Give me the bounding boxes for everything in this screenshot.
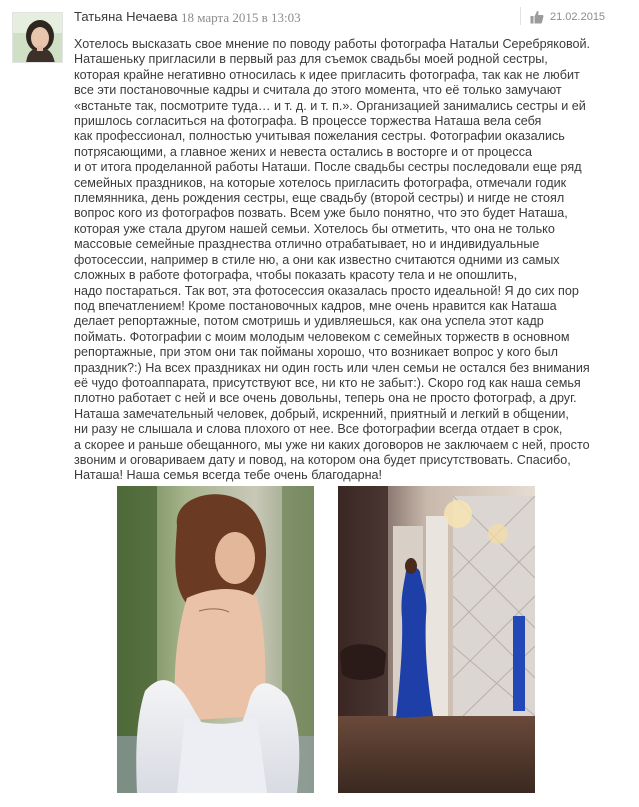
avatar-image [13, 13, 63, 63]
blue-dress-photo [338, 486, 535, 793]
author-avatar[interactable] [12, 12, 63, 63]
meta-divider [520, 7, 521, 25]
thumbs-up-icon[interactable] [530, 10, 544, 24]
author-name[interactable]: Татьяна Нечаева [74, 9, 178, 24]
review-date: 18 марта 2015 в 13:03 [181, 10, 301, 25]
review-photo-1[interactable] [117, 486, 314, 793]
publish-date: 21.02.2015 [550, 11, 606, 23]
nude-back-photo [117, 486, 314, 793]
review-text: Хотелось высказать свое мнение по поводу работы фотографа Натальи Серебряковой. Наташеньку пригласили в первый раз для съемок свадьбы моей родной сестры, которая крайне негативно относилась к идее пригласить фотографа, так как не любит все эти постановочные кадры и считала до этого момента, что её только замучают «встаньте так, посмотрите туда… и т. д. и т. п.». Организацией занимались сестры и ей пришлось согласиться на фотографа. В процессе торжества Наташа вела себя как профессионал, полностью учитывая пожелания сестры. Фотографии оказались потрясающими, а главное жених и невеста остались в восторге и от процесса и от итога проделанной работы Наташи. После свадьбы сестры последовали еще ряд семейных праздников, на которые хотелось пригласить фотографа, отмечали годик племянника, день рождения сестры, еще свадьбу (второй сестры) и нигде не стоял вопрос кого из фотографов позвать. Всем уже было понятно, что это будет Наташа, которая уже стала другом нашей семьи. Хотелось бы отметить, что она не только массовые семейные празднества отлично отрабатывает, но и индивидуальные фотосессии, например в стиле ню, а они как известно считаются одними из самых сложных в работе фотографа, чтобы показать красоту тела и не опошлить, надо постараться. Так вот, эта фотосессия оказалась просто идеальной! Я до сих пор под впечатлением! Кроме постановочных кадров, мне очень нравится как Наташа делает репортажные, потом смотришь и удивляешься, как она успела этот кадр поймать. Фотографии с моим молодым человеком с семейных торжеств в основном репортажные, при этом они так пойманы хорошо, что возникает вопрос у кого был праздник?:) На всех праздниках ни один гость или член семьи не остался без внимания её чудо фотоаппарата, присутствуют все, ни кто не забыт:). Скоро год как наша семья плотно работает с ней и все очень довольны, теперь она не просто фотограф, а друг. Наташа замечательный человек, добрый, искренний, приятный и легкий в общении, ни разу не слышала и слова плохого от нее. Все фотографии всегда отдает в срок, а скорее и раньше обещанного, мы уже ни каких договоров не заключаем с ней, просто звоним и оговариваем дату и повод, на котором она будет присутствовать. Спасибо, Наташа! Наша семья всегда тебе очень благодарна! [74, 37, 591, 483]
review-photo-2[interactable] [338, 486, 535, 793]
